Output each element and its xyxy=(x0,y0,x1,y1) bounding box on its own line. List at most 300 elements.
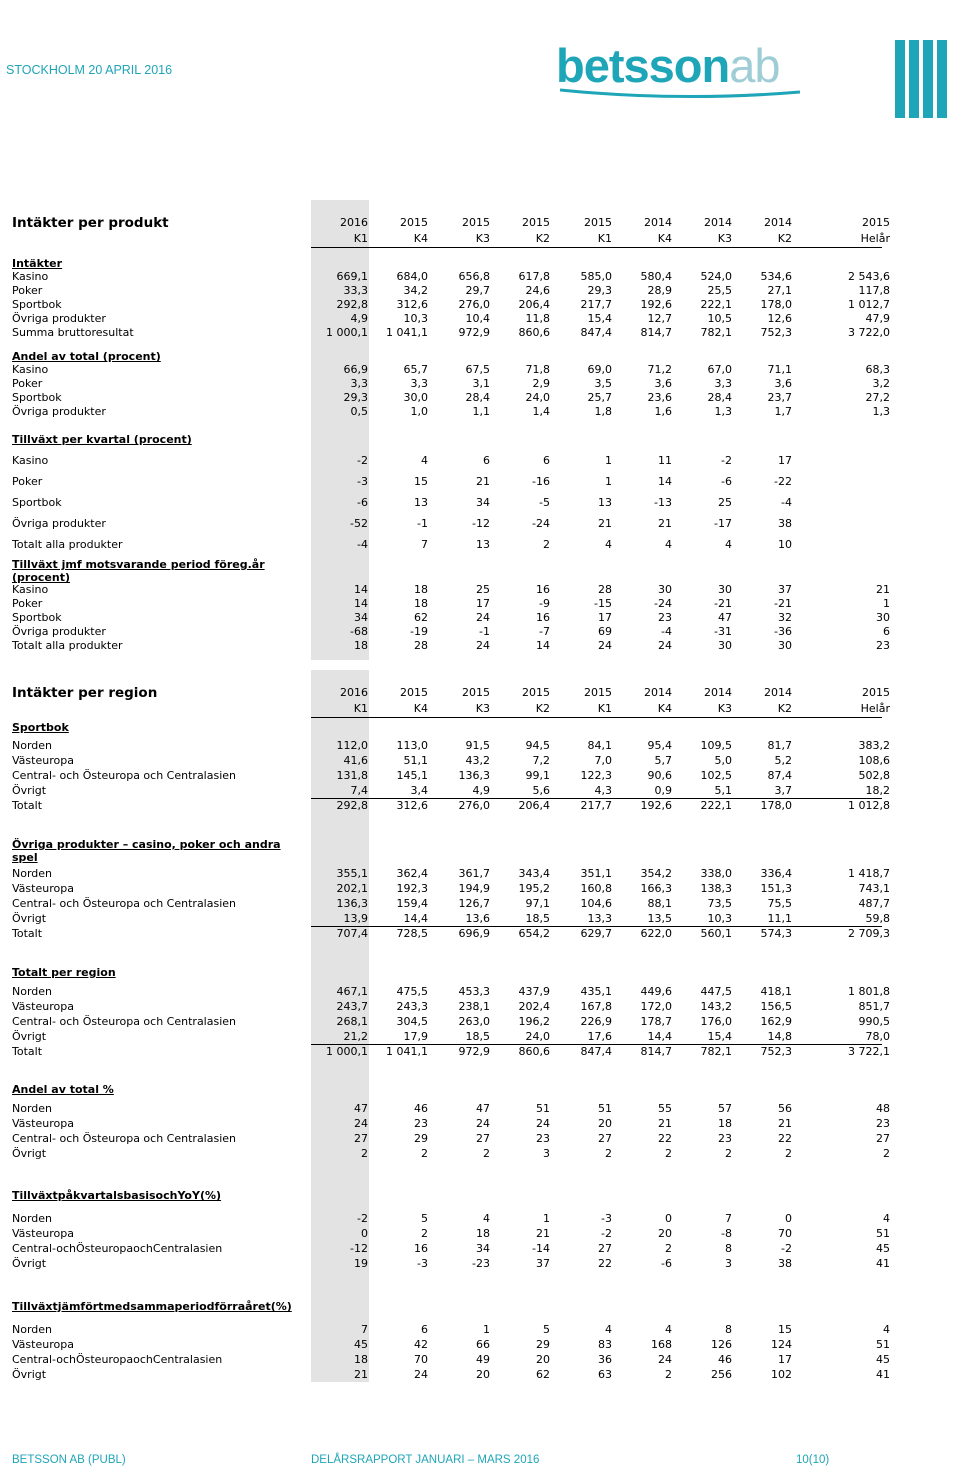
table-cell: 847,4 xyxy=(580,326,612,339)
table-cell: 20 xyxy=(598,1117,612,1130)
table-cell: 292,8 xyxy=(336,298,368,311)
table-cell: 51,1 xyxy=(403,754,428,767)
table-cell: 27 xyxy=(598,1132,612,1145)
table-cell: 18,2 xyxy=(865,784,890,797)
table-cell: -2 xyxy=(357,454,368,467)
table-cell: 131,8 xyxy=(336,769,368,782)
table-cell: 24 xyxy=(476,639,490,652)
row-label: Övriga produkter xyxy=(12,405,106,418)
table-cell: 51 xyxy=(876,1227,890,1240)
table-cell: -2 xyxy=(721,454,732,467)
table-cell: 47 xyxy=(476,1102,490,1115)
table-row xyxy=(12,867,890,881)
row-label: Poker xyxy=(12,475,43,488)
table-cell: 156,5 xyxy=(760,1000,792,1013)
row-label: Totalt alla produkter xyxy=(12,639,123,652)
row-label: Övrigt xyxy=(12,784,47,797)
row-label: Sportbok xyxy=(12,298,62,311)
table-cell: 8 xyxy=(725,1323,732,1336)
table-cell: 172,0 xyxy=(640,1000,672,1013)
table-cell: -16 xyxy=(532,475,550,488)
table-cell: 192,3 xyxy=(396,882,428,895)
table-cell: -24 xyxy=(532,517,550,530)
table-cell: 3,3 xyxy=(410,377,428,390)
header-underline xyxy=(311,717,882,718)
table-cell: 1 xyxy=(483,1323,490,1336)
table-cell: 196,2 xyxy=(518,1015,550,1028)
table-cell: 580,4 xyxy=(640,270,672,283)
table-cell: 2,9 xyxy=(532,377,550,390)
table-cell: 34 xyxy=(476,1242,490,1255)
table-cell: 68,3 xyxy=(865,363,890,376)
table-cell: 18 xyxy=(354,639,368,652)
table-cell: 226,9 xyxy=(580,1015,612,1028)
table-cell: 15 xyxy=(778,1323,792,1336)
table-cell: 0,5 xyxy=(350,405,368,418)
table-cell: 28 xyxy=(414,639,428,652)
row-label: Norden xyxy=(12,1102,53,1115)
table-cell: 11,1 xyxy=(767,912,792,925)
table-cell: 972,9 xyxy=(458,326,490,339)
table-cell: 1,1 xyxy=(472,405,490,418)
table-cell: 7,4 xyxy=(350,784,368,797)
table-cell: 14,4 xyxy=(403,912,428,925)
table-cell: 684,0 xyxy=(396,270,428,283)
table-cell: 18 xyxy=(718,1117,732,1130)
table-cell: 343,4 xyxy=(518,867,550,880)
table-cell: 5 xyxy=(421,1212,428,1225)
table-cell: 27 xyxy=(476,1132,490,1145)
table-cell: 21 xyxy=(354,1368,368,1381)
section-heading-text: spel xyxy=(12,851,38,864)
column-year: 2016 xyxy=(340,686,368,699)
table-cell: 14 xyxy=(536,639,550,652)
table-cell: 3 xyxy=(543,1147,550,1160)
row-label: Norden xyxy=(12,867,53,880)
table-cell: 1 000,1 xyxy=(326,1045,368,1058)
table-cell: 15,4 xyxy=(707,1030,732,1043)
table-cell: -15 xyxy=(594,597,612,610)
table-cell: 585,0 xyxy=(580,270,612,283)
table-cell: 30 xyxy=(718,583,732,596)
table-cell: 71,1 xyxy=(767,363,792,376)
table-cell: 7 xyxy=(725,1212,732,1225)
table-cell: 21 xyxy=(598,517,612,530)
table-cell: 782,1 xyxy=(700,326,732,339)
table-row xyxy=(12,611,890,625)
section-heading-text: (procent) xyxy=(12,571,70,584)
table-cell: 338,0 xyxy=(700,867,732,880)
column-year: 2015 xyxy=(462,216,490,229)
table-cell: 6 xyxy=(543,454,550,467)
table-cell: 351,1 xyxy=(580,867,612,880)
table-cell: 42 xyxy=(414,1338,428,1351)
table-cell: -12 xyxy=(350,1242,368,1255)
table-cell: 654,2 xyxy=(518,927,550,940)
section-heading xyxy=(12,433,882,447)
row-label: Övrigt xyxy=(12,912,47,925)
row-label: Sportbok xyxy=(12,496,62,509)
table-cell: -24 xyxy=(654,597,672,610)
table-cell: 24,0 xyxy=(525,391,550,404)
table-cell: 138,3 xyxy=(700,882,732,895)
table-cell: 30 xyxy=(658,583,672,596)
table-cell: -8 xyxy=(721,1227,732,1240)
table-cell: 47,9 xyxy=(865,312,890,325)
table-row xyxy=(12,1030,890,1044)
table-row xyxy=(12,739,890,753)
row-label: Central- och Östeuropa och Centralasien xyxy=(12,897,237,910)
table-cell: 1 012,8 xyxy=(848,799,890,812)
table-cell: 243,7 xyxy=(336,1000,368,1013)
table-cell: 4 xyxy=(605,1323,612,1336)
table-cell: 1 xyxy=(883,597,890,610)
table-cell: 23 xyxy=(658,611,672,624)
table-row xyxy=(12,391,890,405)
table-cell: 20 xyxy=(476,1368,490,1381)
row-label: Poker xyxy=(12,377,43,390)
table-cell: 361,7 xyxy=(458,867,490,880)
table-cell: 707,4 xyxy=(336,927,368,940)
table-cell: 1 418,7 xyxy=(848,867,890,880)
table-cell: 355,1 xyxy=(336,867,368,880)
table-cell: 84,1 xyxy=(587,739,612,752)
table-cell: 18 xyxy=(414,583,428,596)
column-period: K3 xyxy=(717,702,732,715)
table-cell: 66,9 xyxy=(343,363,368,376)
column-period: K1 xyxy=(597,702,612,715)
column-year: 2014 xyxy=(644,686,672,699)
table-cell: -31 xyxy=(714,625,732,638)
table-cell: 32 xyxy=(778,611,792,624)
table-cell: 847,4 xyxy=(580,1045,612,1058)
table-row xyxy=(12,1015,890,1029)
section-heading-text: Tillväxtjämförtmedsammaperiodförraåret(%) xyxy=(12,1300,292,1313)
table-cell: 312,6 xyxy=(396,799,428,812)
table-cell: 4 xyxy=(421,454,428,467)
table-cell: 7 xyxy=(421,538,428,551)
table-row xyxy=(12,927,890,941)
table-cell: 41,6 xyxy=(343,754,368,767)
table-cell: 27,1 xyxy=(767,284,792,297)
column-period: K1 xyxy=(353,702,368,715)
table-cell: 18 xyxy=(414,597,428,610)
table-cell: 24 xyxy=(658,639,672,652)
table-cell: 28,9 xyxy=(647,284,672,297)
table-cell: 222,1 xyxy=(700,799,732,812)
table-cell: 217,7 xyxy=(580,799,612,812)
table-cell: 0,9 xyxy=(654,784,672,797)
table-cell: 178,0 xyxy=(760,799,792,812)
table-cell: 25 xyxy=(476,583,490,596)
table-row xyxy=(12,377,890,391)
table-cell: 22 xyxy=(658,1132,672,1145)
column-year: 2015 xyxy=(462,686,490,699)
table-row xyxy=(12,312,890,326)
table-cell: 206,4 xyxy=(518,799,550,812)
table-cell: 75,5 xyxy=(767,897,792,910)
table-cell: 312,6 xyxy=(396,298,428,311)
table-cell: 7,2 xyxy=(532,754,550,767)
row-label: Kasino xyxy=(12,454,49,467)
table-cell: 59,8 xyxy=(865,912,890,925)
table-cell: 27 xyxy=(598,1242,612,1255)
column-period: K3 xyxy=(717,232,732,245)
table-cell: 3,1 xyxy=(472,377,490,390)
table-cell: 17,6 xyxy=(587,1030,612,1043)
row-label: Västeuropa xyxy=(12,1227,74,1240)
betsson-logo xyxy=(556,38,956,120)
section-heading-text: Totalt per region xyxy=(12,966,116,979)
table-cell: 17,9 xyxy=(403,1030,428,1043)
table-cell: 136,3 xyxy=(458,769,490,782)
table-cell: 2 xyxy=(421,1147,428,1160)
row-label: Poker xyxy=(12,597,43,610)
table-cell: 4 xyxy=(725,538,732,551)
table-cell: 18,5 xyxy=(465,1030,490,1043)
table-cell: 14 xyxy=(658,475,672,488)
table-cell: 23 xyxy=(718,1132,732,1145)
table-cell: 28,4 xyxy=(707,391,732,404)
column-year: 2014 xyxy=(644,216,672,229)
logo-swoosh-icon xyxy=(560,86,800,100)
table-cell: 33,3 xyxy=(343,284,368,297)
table-cell: 362,4 xyxy=(396,867,428,880)
table-cell: 11 xyxy=(658,454,672,467)
table-cell: 46 xyxy=(718,1353,732,1366)
table-cell: 14 xyxy=(354,597,368,610)
table-cell: -4 xyxy=(357,538,368,551)
table-cell: 263,0 xyxy=(458,1015,490,1028)
table-cell: 167,8 xyxy=(580,1000,612,1013)
column-period: K4 xyxy=(413,232,428,245)
row-label: Övrigt xyxy=(12,1147,47,1160)
table-cell: 24 xyxy=(476,611,490,624)
table-cell: 3 722,1 xyxy=(848,1045,890,1058)
table-cell: 3,3 xyxy=(714,377,732,390)
column-year: 2014 xyxy=(764,216,792,229)
row-label: Övrigt xyxy=(12,1368,47,1381)
table-cell: 90,6 xyxy=(647,769,672,782)
table-cell: 27,2 xyxy=(865,391,890,404)
table-cell: -4 xyxy=(661,625,672,638)
table-cell: 21 xyxy=(876,583,890,596)
column-year: 2015 xyxy=(522,216,550,229)
table-cell: 94,5 xyxy=(525,739,550,752)
table-cell: 752,3 xyxy=(760,1045,792,1058)
table-cell: 45 xyxy=(876,1353,890,1366)
table-cell: -21 xyxy=(714,597,732,610)
table-cell: 28 xyxy=(598,583,612,596)
table-row xyxy=(12,1045,890,1059)
table-cell: 617,8 xyxy=(518,270,550,283)
table-cell: 222,1 xyxy=(700,298,732,311)
table-cell: 34,2 xyxy=(403,284,428,297)
table-cell: 1 041,1 xyxy=(386,1045,428,1058)
table-cell: 1,4 xyxy=(532,405,550,418)
table-cell: 22 xyxy=(778,1132,792,1145)
table-cell: 2 xyxy=(665,1242,672,1255)
table-cell: 860,6 xyxy=(518,326,550,339)
table-cell: 178,7 xyxy=(640,1015,672,1028)
table-cell: 15,4 xyxy=(587,312,612,325)
table-cell: 195,2 xyxy=(518,882,550,895)
table-cell: 88,1 xyxy=(647,897,672,910)
table-cell: 168 xyxy=(651,1338,672,1351)
column-year: 2015 xyxy=(522,686,550,699)
table-cell: 29,7 xyxy=(465,284,490,297)
table-cell: 5,2 xyxy=(774,754,792,767)
table-cell: 109,5 xyxy=(700,739,732,752)
table-cell: 1,6 xyxy=(654,405,672,418)
table-cell: 534,6 xyxy=(760,270,792,283)
header-underline xyxy=(311,247,882,248)
table-cell: 104,6 xyxy=(580,897,612,910)
table-cell: 14,8 xyxy=(767,1030,792,1043)
table-row xyxy=(12,538,882,552)
table-cell: 5,0 xyxy=(714,754,732,767)
column-period: K1 xyxy=(353,232,368,245)
table-cell: 38 xyxy=(778,517,792,530)
row-label: Totalt xyxy=(12,927,43,940)
table-cell: 24,0 xyxy=(525,1030,550,1043)
table-cell: -3 xyxy=(417,1257,428,1270)
table-row xyxy=(12,897,890,911)
table-cell: 13,3 xyxy=(587,912,612,925)
table-cell: 47 xyxy=(354,1102,368,1115)
table-cell: 696,9 xyxy=(458,927,490,940)
table-cell: 23 xyxy=(414,1117,428,1130)
table-cell: 1 000,1 xyxy=(326,326,368,339)
table-cell: 178,0 xyxy=(760,298,792,311)
column-period: Helår xyxy=(860,232,890,245)
table-cell: 268,1 xyxy=(336,1015,368,1028)
table-cell: 669,1 xyxy=(336,270,368,283)
table-cell: 656,8 xyxy=(458,270,490,283)
table-cell: 814,7 xyxy=(640,326,672,339)
table-row xyxy=(12,496,882,510)
logo-main-text: betsson xyxy=(556,39,730,92)
column-year: 2014 xyxy=(704,216,732,229)
table-cell: 29,3 xyxy=(587,284,612,297)
table-cell: 383,2 xyxy=(858,739,890,752)
table-cell: 12,7 xyxy=(647,312,672,325)
table-cell: 354,2 xyxy=(640,867,672,880)
table-cell: 6 xyxy=(883,625,890,638)
table-period-row xyxy=(12,702,890,716)
table-cell: 13,6 xyxy=(465,912,490,925)
table-cell: 24 xyxy=(658,1353,672,1366)
table-cell: 418,1 xyxy=(760,985,792,998)
table-cell: 13,5 xyxy=(647,912,672,925)
table-cell: 37 xyxy=(536,1257,550,1270)
table-row xyxy=(12,784,890,798)
table-cell: 25 xyxy=(718,496,732,509)
column-period: K2 xyxy=(535,702,550,715)
table-cell: 238,1 xyxy=(458,1000,490,1013)
table-cell: 20 xyxy=(658,1227,672,1240)
table-row xyxy=(12,639,890,653)
row-label: Norden xyxy=(12,1323,53,1336)
row-label: Kasino xyxy=(12,270,49,283)
row-label: Övriga produkter xyxy=(12,312,106,325)
table-cell: 1 xyxy=(605,475,612,488)
column-year: 2015 xyxy=(862,216,890,229)
table-cell: 67,0 xyxy=(707,363,732,376)
table-cell: 97,1 xyxy=(525,897,550,910)
table-cell: 814,7 xyxy=(640,1045,672,1058)
table-cell: 41 xyxy=(876,1257,890,1270)
table-cell: 2 xyxy=(361,1147,368,1160)
table-row xyxy=(12,769,890,783)
table-cell: -52 xyxy=(350,517,368,530)
table-cell: 17 xyxy=(476,597,490,610)
section-heading-text: Sportbok xyxy=(12,721,69,734)
table-cell: -5 xyxy=(539,496,550,509)
table-cell: 1 041,1 xyxy=(386,326,428,339)
table-cell: 0 xyxy=(785,1212,792,1225)
table-cell: 972,9 xyxy=(458,1045,490,1058)
row-label: Sportbok xyxy=(12,611,62,624)
section-heading-text: TillväxtpåkvartalsbasisochYoY(%) xyxy=(12,1189,222,1202)
table-cell: 13 xyxy=(414,496,428,509)
table-row xyxy=(12,597,890,611)
table-cell: 22 xyxy=(598,1257,612,1270)
table-cell: 2 xyxy=(605,1147,612,1160)
table-cell: 10,3 xyxy=(403,312,428,325)
table-cell: 70 xyxy=(778,1227,792,1240)
table-cell: 102,5 xyxy=(700,769,732,782)
table-cell: 5 xyxy=(543,1323,550,1336)
table-cell: 2 xyxy=(883,1147,890,1160)
table-cell: 256 xyxy=(711,1368,732,1381)
table-cell: 176,0 xyxy=(700,1015,732,1028)
row-label: Norden xyxy=(12,739,53,752)
table-cell: 21 xyxy=(536,1227,550,1240)
table-row xyxy=(12,1368,890,1382)
table-cell: 24,6 xyxy=(525,284,550,297)
table-cell: 2 543,6 xyxy=(848,270,890,283)
table-cell: 10,5 xyxy=(707,312,732,325)
table-cell: 69,0 xyxy=(587,363,612,376)
table-cell: 622,0 xyxy=(640,927,672,940)
table-row xyxy=(12,284,890,298)
table-cell: -3 xyxy=(601,1212,612,1225)
row-label: Summa bruttoresultat xyxy=(12,326,134,339)
location-date: STOCKHOLM 20 APRIL 2016 xyxy=(6,63,173,77)
table-cell: 162,9 xyxy=(760,1015,792,1028)
table-cell: 57 xyxy=(718,1102,732,1115)
row-label: Västeuropa xyxy=(12,1117,74,1130)
row-label: Övriga produkter xyxy=(12,625,106,638)
table-cell: 37 xyxy=(778,583,792,596)
table-cell: 18 xyxy=(354,1353,368,1366)
table-cell: 95,4 xyxy=(647,739,672,752)
table-cell: 113,0 xyxy=(396,739,428,752)
table-cell: 11,8 xyxy=(525,312,550,325)
table-cell: 145,1 xyxy=(396,769,428,782)
row-label: Totalt alla produkter xyxy=(12,538,123,551)
row-label: Kasino xyxy=(12,583,49,596)
table-cell: 7 xyxy=(361,1323,368,1336)
table-cell: 78,0 xyxy=(865,1030,890,1043)
table-cell: -12 xyxy=(472,517,490,530)
table-cell: 21 xyxy=(658,1117,672,1130)
table-cell: 782,1 xyxy=(700,1045,732,1058)
table-cell: 3,6 xyxy=(654,377,672,390)
table-title: Intäkter per region xyxy=(12,685,158,701)
table-cell: 243,3 xyxy=(396,1000,428,1013)
